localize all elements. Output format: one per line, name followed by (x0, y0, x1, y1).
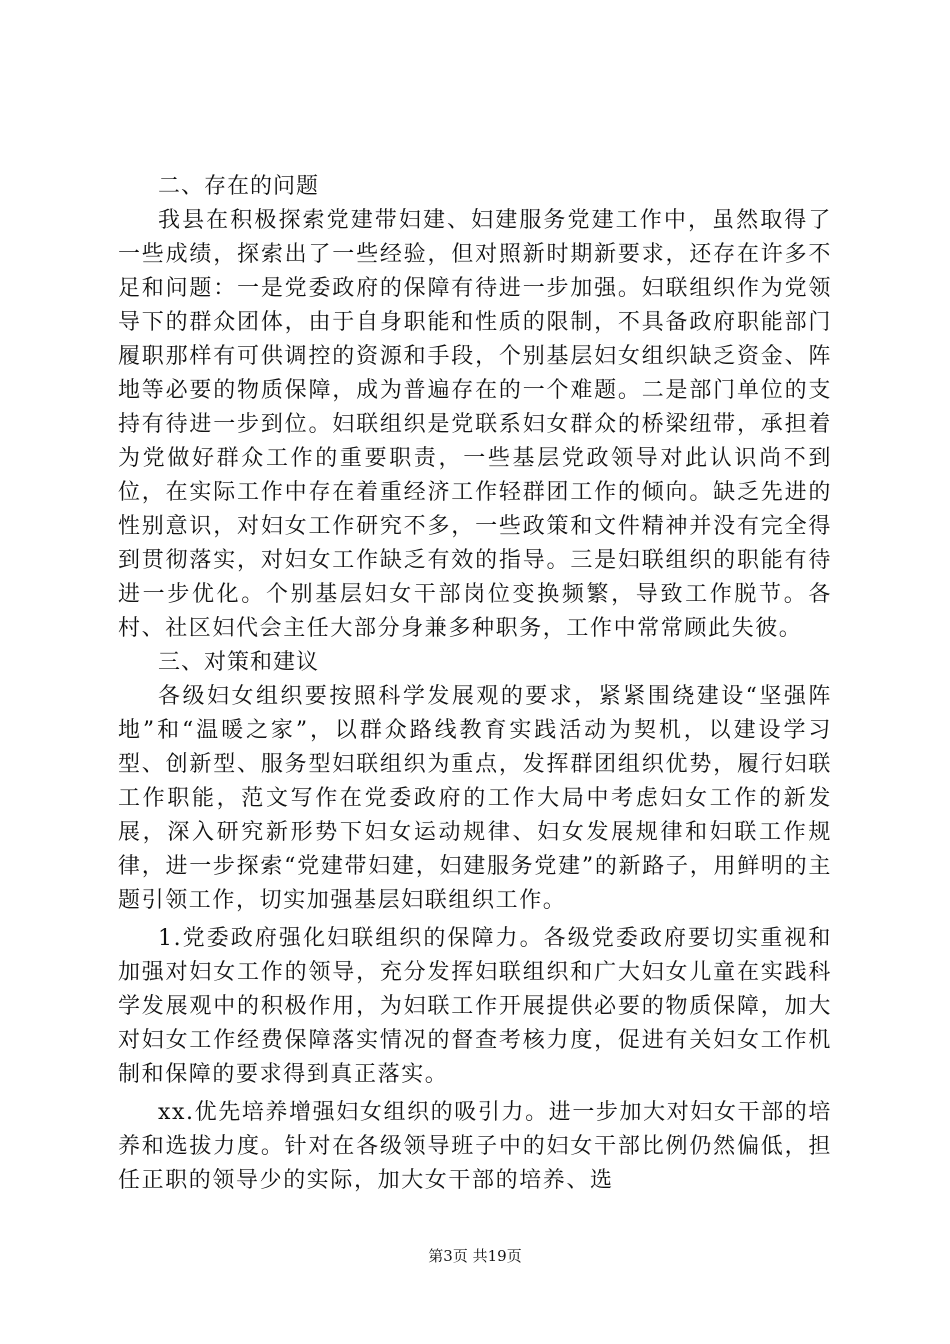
section-heading-suggestions: 三、对策和建议 (158, 650, 320, 675)
paragraph-suggestion-2: xx.优先培养增强妇女组织的吸引力。进一步加大对妇女干部的培养和选拔力度。针对在各级领导班子中的妇女干部比例仍然偏低，担任正职的领导少的实际，加大女干部的培养、选 (118, 1100, 832, 1193)
document-body (118, 170, 832, 1198)
paragraph-suggestion-1: 1.党委政府强化妇联组织的保障力。各级党委政府要切实重视和加强对妇女工作的领导，充分发挥妇联组织和广大妇女儿童在实践科学发展观中的积极作用，为妇联工作开展提供必要的物质保障，加大对妇女工作经费保障落实情况的督查考核力度，促进有关妇女工作机制和保障的要求得到真正落实。 (118, 926, 832, 1087)
page-number-footer: 第3页 共19页 (428, 1247, 522, 1265)
paragraph-suggestions-intro: 各级妇女组织要按照科学发展观的要求，紧紧围绕建设“坚强阵地”和“温暖之家”，以群众路线教育实践活动为契机，以建设学习型、创新型、服务型妇联组织为重点，发挥群团组织优势，履行妇联工作职能，范文写作在党委政府的工作大局中考虑妇女工作的新发展，深入研究新形势下妇女运动规律、妇女发展规律和妇联工作规律，进一步探索“党建带妇建，妇建服务党建”的新路子，用鲜明的主题引领工作，切实加强基层妇联组织工作。 (118, 684, 832, 913)
section-heading-problems: 二、存在的问题 (158, 174, 320, 199)
paragraph-problems: 我县在积极探索党建带妇建、妇建服务党建工作中，虽然取得了一些成绩，探索出了一些经验，但对照新时期新要求，还存在许多不足和问题：一是党委政府的保障有待进一步加强。妇联组织作为党领导下的群众团体，由于自身职能和性质的限制，不具备政府职能部门履职那样有可供调控的资源和手段，个别基层妇女组织缺乏资金、阵地等必要的物质保障，成为普遍存在的一个难题。二是部门单位的支持有待进一步到位。妇联组织是党联系妇女群众的桥梁纽带，承担着为党做好群众工作的重要职责，一些基层党政领导对此认识尚不到位，在实际工作中存在着重经济工作轻群团工作的倾向。缺乏先进的性别意识，对妇女工作研究不多，一些政策和文件精神并没有完全得到贯彻落实，对妇女工作缺乏有效的指导。三是妇联组织的职能有待进一步优化。个别基层妇女干部岗位变换频繁，导致工作脱节。各村、社区妇代会主任大部分身兼多种职务，工作中常常顾此失彼。 (118, 208, 832, 641)
